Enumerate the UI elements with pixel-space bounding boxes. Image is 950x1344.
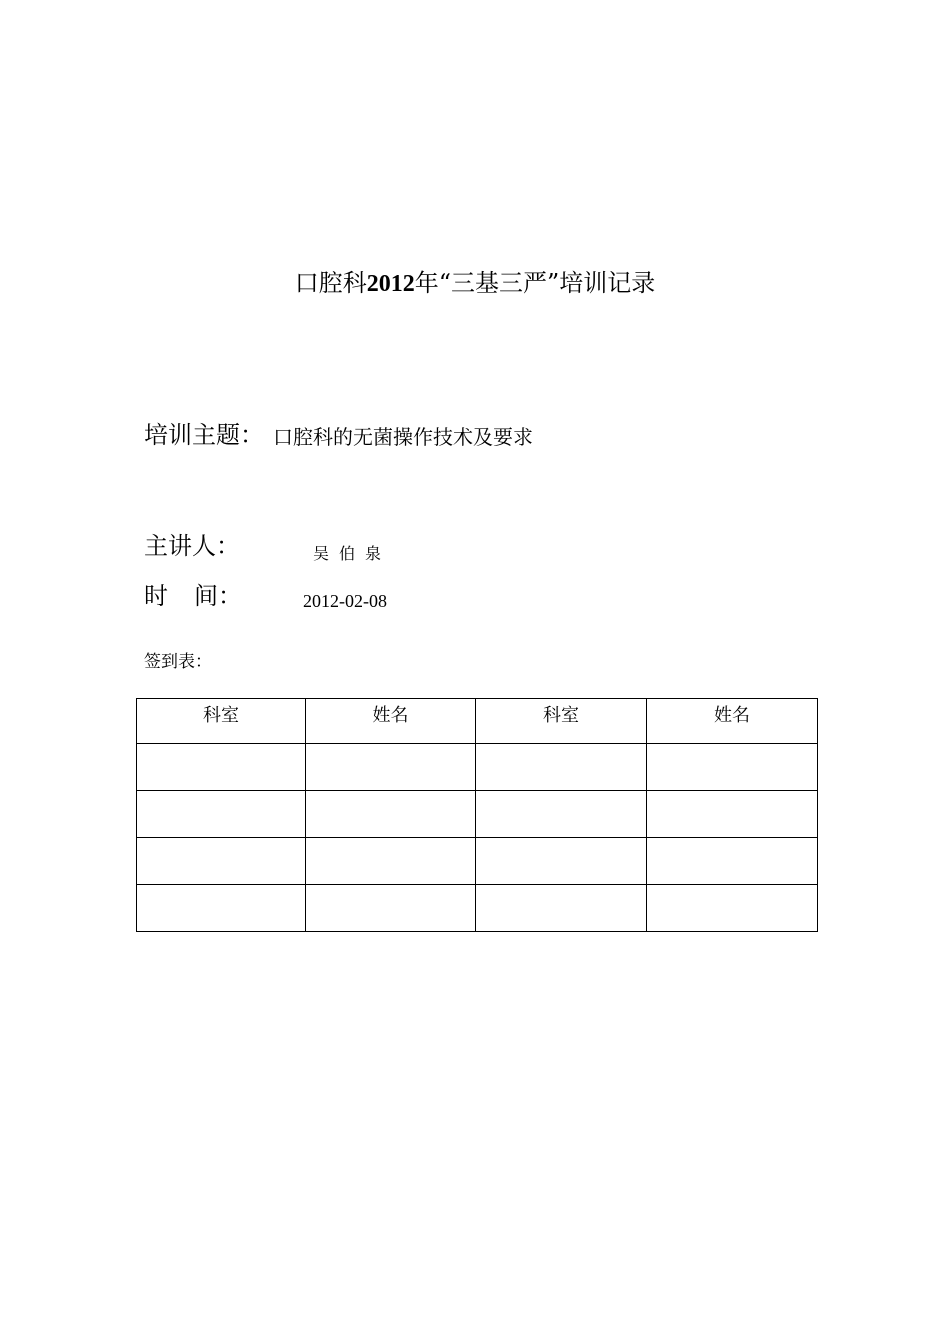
table-cell bbox=[647, 791, 818, 838]
table-cell bbox=[476, 885, 647, 932]
document-title bbox=[0, 266, 950, 301]
table-cell bbox=[306, 744, 476, 791]
speaker-value: 吴伯泉 bbox=[313, 544, 392, 563]
table-cell bbox=[137, 791, 306, 838]
table-cell bbox=[306, 885, 476, 932]
table-row bbox=[137, 791, 818, 838]
title-prefix: 口腔科 bbox=[294, 269, 367, 297]
header-name-2: 姓名 bbox=[647, 699, 818, 744]
table-cell bbox=[137, 744, 306, 791]
signin-label: 签到表： bbox=[144, 652, 212, 672]
table-row bbox=[137, 744, 818, 791]
table-cell bbox=[476, 791, 647, 838]
table-cell bbox=[306, 791, 476, 838]
table-cell bbox=[647, 838, 818, 885]
table-cell bbox=[476, 744, 647, 791]
signin-table bbox=[136, 698, 818, 932]
table-row bbox=[137, 885, 818, 932]
table-cell bbox=[647, 744, 818, 791]
title-suffix: 年“三基三严”培训记录 bbox=[414, 269, 656, 297]
table-header-row bbox=[137, 699, 818, 744]
header-name-1: 姓名 bbox=[306, 699, 476, 744]
table-cell bbox=[647, 885, 818, 932]
time-label-end: 间： bbox=[194, 582, 242, 610]
table-row bbox=[137, 838, 818, 885]
time-label-start: 时 bbox=[144, 582, 168, 610]
table-cell bbox=[137, 838, 306, 885]
topic-value: 口腔科的无菌操作技术及要求 bbox=[273, 425, 533, 449]
table-cell bbox=[137, 885, 306, 932]
topic-label: 培训主题： bbox=[144, 421, 264, 449]
header-department-1: 科室 bbox=[137, 699, 306, 744]
time-label bbox=[144, 580, 242, 612]
title-year: 2012 bbox=[366, 271, 415, 297]
table-cell bbox=[306, 838, 476, 885]
speaker-label: 主讲人： bbox=[144, 532, 240, 560]
time-value: 2012-02-08 bbox=[303, 591, 387, 611]
table-cell bbox=[476, 838, 647, 885]
header-department-2: 科室 bbox=[476, 699, 647, 744]
